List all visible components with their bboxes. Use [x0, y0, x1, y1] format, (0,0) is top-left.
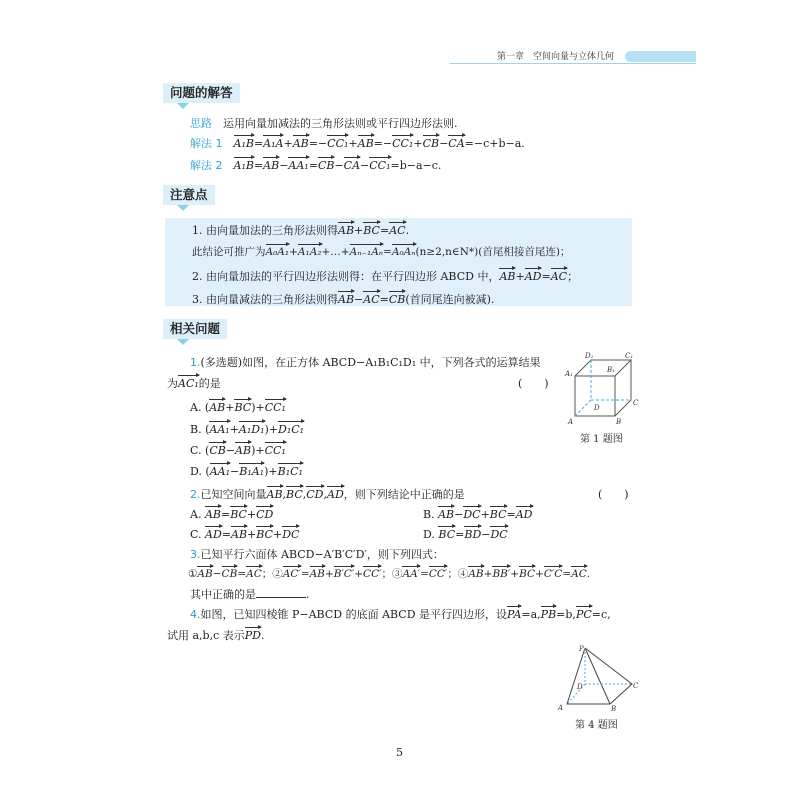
vector: A₁B — [233, 137, 254, 150]
pyramid-figure — [555, 642, 640, 712]
vector: CB — [422, 137, 440, 150]
idea-label: 思路 — [190, 117, 212, 130]
vector: CD — [256, 508, 274, 521]
vector: B′C′ — [333, 568, 355, 580]
question-4-stem — [190, 606, 611, 622]
vector: A₁B — [233, 159, 254, 172]
vector: PA — [507, 608, 522, 621]
section-heading-notes: 注意点 — [163, 185, 215, 205]
question-1-stem — [190, 354, 541, 370]
question-text: (多选题)如图，在正方体 ABCD−A₁B₁C₁D₁ 中，下列各式的运算结果 — [200, 356, 541, 369]
question-4-stem-cont: 试用 a,b,c 表示PD. — [167, 629, 265, 642]
period: . — [306, 588, 310, 601]
option-c: C. AD=AB+BC+DC — [190, 528, 300, 541]
answer-parentheses: ( ) — [518, 377, 549, 390]
vector: AB — [235, 444, 252, 457]
vector: CC₁ — [264, 401, 286, 414]
question-number: 1. — [190, 356, 201, 369]
vector: CB — [317, 159, 335, 172]
vector: CC′ — [363, 568, 382, 580]
vertex-label: A — [568, 418, 574, 426]
vector: AC₁ — [178, 377, 199, 390]
section-heading-related: 相关问题 — [163, 319, 227, 339]
vector: BC — [363, 224, 380, 237]
method-1-label: 解法 1 — [190, 137, 223, 150]
vertex-label: P — [579, 645, 584, 653]
idea-text: 运用向量加减法的三角形法则或平行四边形法则. — [223, 117, 458, 130]
vector: BC — [230, 508, 247, 521]
option-a: A. AB=BC+CD — [190, 508, 274, 521]
vertex-label: A₁ — [565, 370, 573, 378]
vector: BD — [464, 528, 482, 541]
question-text: 其中正确的是 — [190, 588, 256, 601]
question-3-ask — [190, 586, 310, 602]
vertex-label: B — [611, 705, 617, 712]
method-1 — [190, 135, 525, 151]
vector: A₁A — [263, 137, 284, 150]
option-d: D. (AA₁−B₁A₁)+B₁C₁ — [190, 465, 303, 478]
vector: AD — [524, 270, 542, 283]
vector: AB — [309, 568, 325, 580]
vertex-label: C — [633, 399, 639, 407]
vector: A₀Aₙ — [391, 246, 416, 258]
note-line: 2. 由向量加法的平行四边形法则得：在平行四边形 ABCD 中，AB+AD=AC； — [192, 270, 579, 283]
answer-blank[interactable] — [256, 597, 306, 598]
vector: CD — [306, 488, 324, 501]
option-b: B. AB−DC+BC=AD — [423, 508, 533, 521]
vector: AA₁ — [209, 423, 230, 436]
vector: AB — [338, 293, 355, 306]
vector: AA₁ — [288, 159, 309, 172]
vector: AB — [499, 270, 516, 283]
vector: AB — [263, 159, 280, 172]
idea-line — [190, 115, 458, 131]
vector: CC₁ — [327, 137, 349, 150]
vertex-label: D₁ — [585, 352, 594, 360]
vector: AB — [292, 137, 309, 150]
vector: B₁A₁ — [239, 465, 265, 478]
vertex-label: B₁ — [607, 366, 615, 374]
vector: D₁C₁ — [278, 423, 305, 436]
vector: A₀A₁ — [265, 246, 290, 258]
vector: AC — [389, 224, 406, 237]
vector: BC — [286, 488, 303, 501]
vector: AC′ — [282, 568, 301, 580]
vector: CA — [448, 137, 465, 150]
vector: CB — [388, 293, 406, 306]
method-2-label: 解法 2 — [190, 159, 223, 172]
vector: PC — [575, 608, 592, 621]
vector: AB — [197, 568, 213, 580]
question-3-formulas: ①AB−CB=AC；②AC′=AB+B′C′+CC′；③AA′=CC′；④AB+BB′+BC+C′C=AC. — [188, 568, 591, 580]
vertex-label: B — [616, 418, 622, 426]
vector: CA — [343, 159, 361, 172]
cube-figure — [563, 350, 643, 432]
vector: AC — [571, 568, 587, 580]
figure-4-caption: 第 4 题图 — [575, 720, 618, 731]
method-1-formula: A₁B=A₁A+AB=−CC₁+AB=−CC₁+CB−CA=−c+b−a. — [233, 137, 525, 150]
question-2-stem — [190, 486, 465, 502]
vector: PD — [244, 629, 261, 642]
vector: CC₁ — [369, 159, 391, 172]
vector: A₁A₂ — [297, 246, 322, 258]
answer-parentheses: ( ) — [598, 488, 629, 501]
vector: AD — [205, 528, 222, 541]
vector: BC — [519, 568, 536, 580]
vector: AB — [209, 401, 226, 414]
question-number: 2. — [190, 488, 201, 501]
vector: CB — [209, 444, 226, 457]
vector: A₁D₁ — [238, 423, 265, 436]
vector: AA′ — [402, 568, 421, 580]
vector: CC₁ — [392, 137, 414, 150]
vector: BB′ — [492, 568, 511, 580]
header-rule — [450, 63, 696, 64]
question-1-stem-cont: 为AC₁的是 — [167, 377, 221, 390]
question-number: 4. — [190, 608, 201, 621]
vector: AB — [338, 224, 355, 237]
vector: DC — [463, 508, 481, 521]
note-line: 3. 由向量减法的三角形法则得AB−AC=CB(首同尾连向被减). — [192, 293, 495, 306]
vector: CC′ — [428, 568, 448, 580]
vector: CB — [221, 568, 238, 580]
vector: AB — [204, 508, 221, 521]
option-c: C. (CB−AB)+CC₁ — [190, 444, 286, 457]
vertex-label: D — [577, 683, 583, 691]
vector: DC — [282, 528, 300, 541]
method-2-formula: A₁B=AB−AA₁=CB−CA−CC₁=b−a−c. — [233, 159, 442, 172]
option-d: D. BC=BD−DC — [423, 528, 508, 541]
vector: AD — [515, 508, 533, 521]
vector: C′C — [543, 568, 563, 580]
vector: AB — [438, 508, 455, 521]
note-line: 1. 由向量加法的三角形法则得AB+BC=AC. — [192, 224, 410, 237]
vector: BC — [489, 508, 507, 521]
vector: AC — [550, 270, 568, 283]
vertex-label: A — [558, 704, 564, 712]
note-line: 此结论可推广为A₀A₁+A₁A₂+…+Aₙ₋₁Aₙ=A₀Aₙ(n≥2,n∈N*)(首尾相接首尾连)； — [192, 246, 571, 258]
vector: AB — [468, 568, 484, 580]
chapter-header: 第一章 空间向量与立体几何 — [497, 52, 615, 62]
question-text: 已知平行六面体 ABCD−A′B′C′D′，则下列四式： — [200, 548, 444, 561]
vector: B₁C₁ — [277, 465, 303, 478]
vector: AA₁ — [209, 465, 231, 478]
vertex-label: C — [633, 682, 639, 690]
option-a: A. (AB+BC)+CC₁ — [190, 401, 286, 414]
vertex-label: D — [594, 404, 600, 412]
vector: BC — [234, 401, 252, 414]
vector: CC₁ — [264, 444, 286, 457]
vector: AB — [266, 488, 283, 501]
vector: AC — [246, 568, 262, 580]
question-3-stem — [190, 546, 444, 562]
vector: BC — [438, 528, 456, 541]
vector: AB — [231, 528, 248, 541]
vector: PB — [540, 608, 557, 621]
vector: BC — [256, 528, 273, 541]
method-2 — [190, 157, 441, 173]
question-text: 如图，已知四棱锥 P−ABCD 的底面 ABCD 是平行四边形，设PA=a,PB=b,PC=c, — [200, 608, 611, 621]
vector: AD — [327, 488, 344, 501]
vector: AC — [363, 293, 380, 306]
vector: AB — [357, 137, 374, 150]
header-decoration — [625, 51, 696, 62]
option-b: B. (AA₁+A₁D₁)+D₁C₁ — [190, 423, 305, 436]
question-text: 已知空间向量AB,BC,CD,AD，则下列结论中正确的是 — [200, 488, 465, 501]
page-number: 5 — [396, 746, 403, 759]
vector: Aₙ₋₁Aₙ — [349, 246, 384, 258]
vertex-label: C₁ — [625, 352, 634, 360]
question-number: 3. — [190, 548, 201, 561]
section-heading-solution: 问题的解答 — [163, 83, 240, 103]
figure-1-caption: 第 1 题图 — [580, 434, 623, 445]
vector: DC — [490, 528, 508, 541]
